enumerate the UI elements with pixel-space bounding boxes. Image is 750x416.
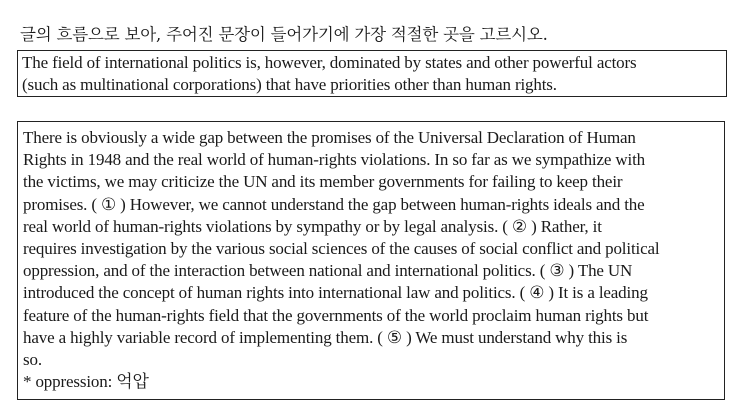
- passage-line: introduced the concept of human rights into international law and politics. ( ④ ) It is a leading: [23, 283, 648, 303]
- footnote: * oppression: 억압: [23, 372, 149, 392]
- passage-line: real world of human-rights violations by sympathy or by legal analysis. ( ② ) Rather, it: [23, 216, 602, 236]
- given-sentence-box: [17, 50, 727, 97]
- given-sentence-line: The field of international politics is, however, dominated by states and other powerful actors: [22, 53, 637, 72]
- passage-line: the victims, we may criticize the UN and its member governments for failing to keep their: [23, 172, 623, 192]
- passage-line: have a highly variable record of implementing them. ( ⑤ ) We must understand why this is: [23, 327, 628, 347]
- passage-line: so.: [23, 350, 42, 370]
- passage-box: [17, 121, 725, 400]
- passage-line: There is obviously a wide gap between the promises of the Universal Declaration of Human: [23, 128, 636, 147]
- passage-line: feature of the human-rights field that the governments of the world proclaim human rights but: [23, 305, 649, 325]
- question-prompt: 글의 흐름으로 보아, 주어진 문장이 들어가기에 가장 적절한 곳을 고르시오.: [20, 25, 548, 44]
- passage-line: promises. ( ① ) However, we cannot understand the gap between human-rights ideals and the: [23, 194, 645, 214]
- given-sentence-line: (such as multinational corporations) that have priorities other than human rights.: [22, 75, 557, 94]
- passage-line: requires investigation by the various social sciences of the causes of social conflict and political: [23, 239, 660, 259]
- passage-line: oppression, and of the interaction between national and international politics. ( ③ ) The UN: [23, 261, 633, 281]
- passage-line: Rights in 1948 and the real world of human-rights violations. In so far as we sympathize with: [23, 150, 646, 170]
